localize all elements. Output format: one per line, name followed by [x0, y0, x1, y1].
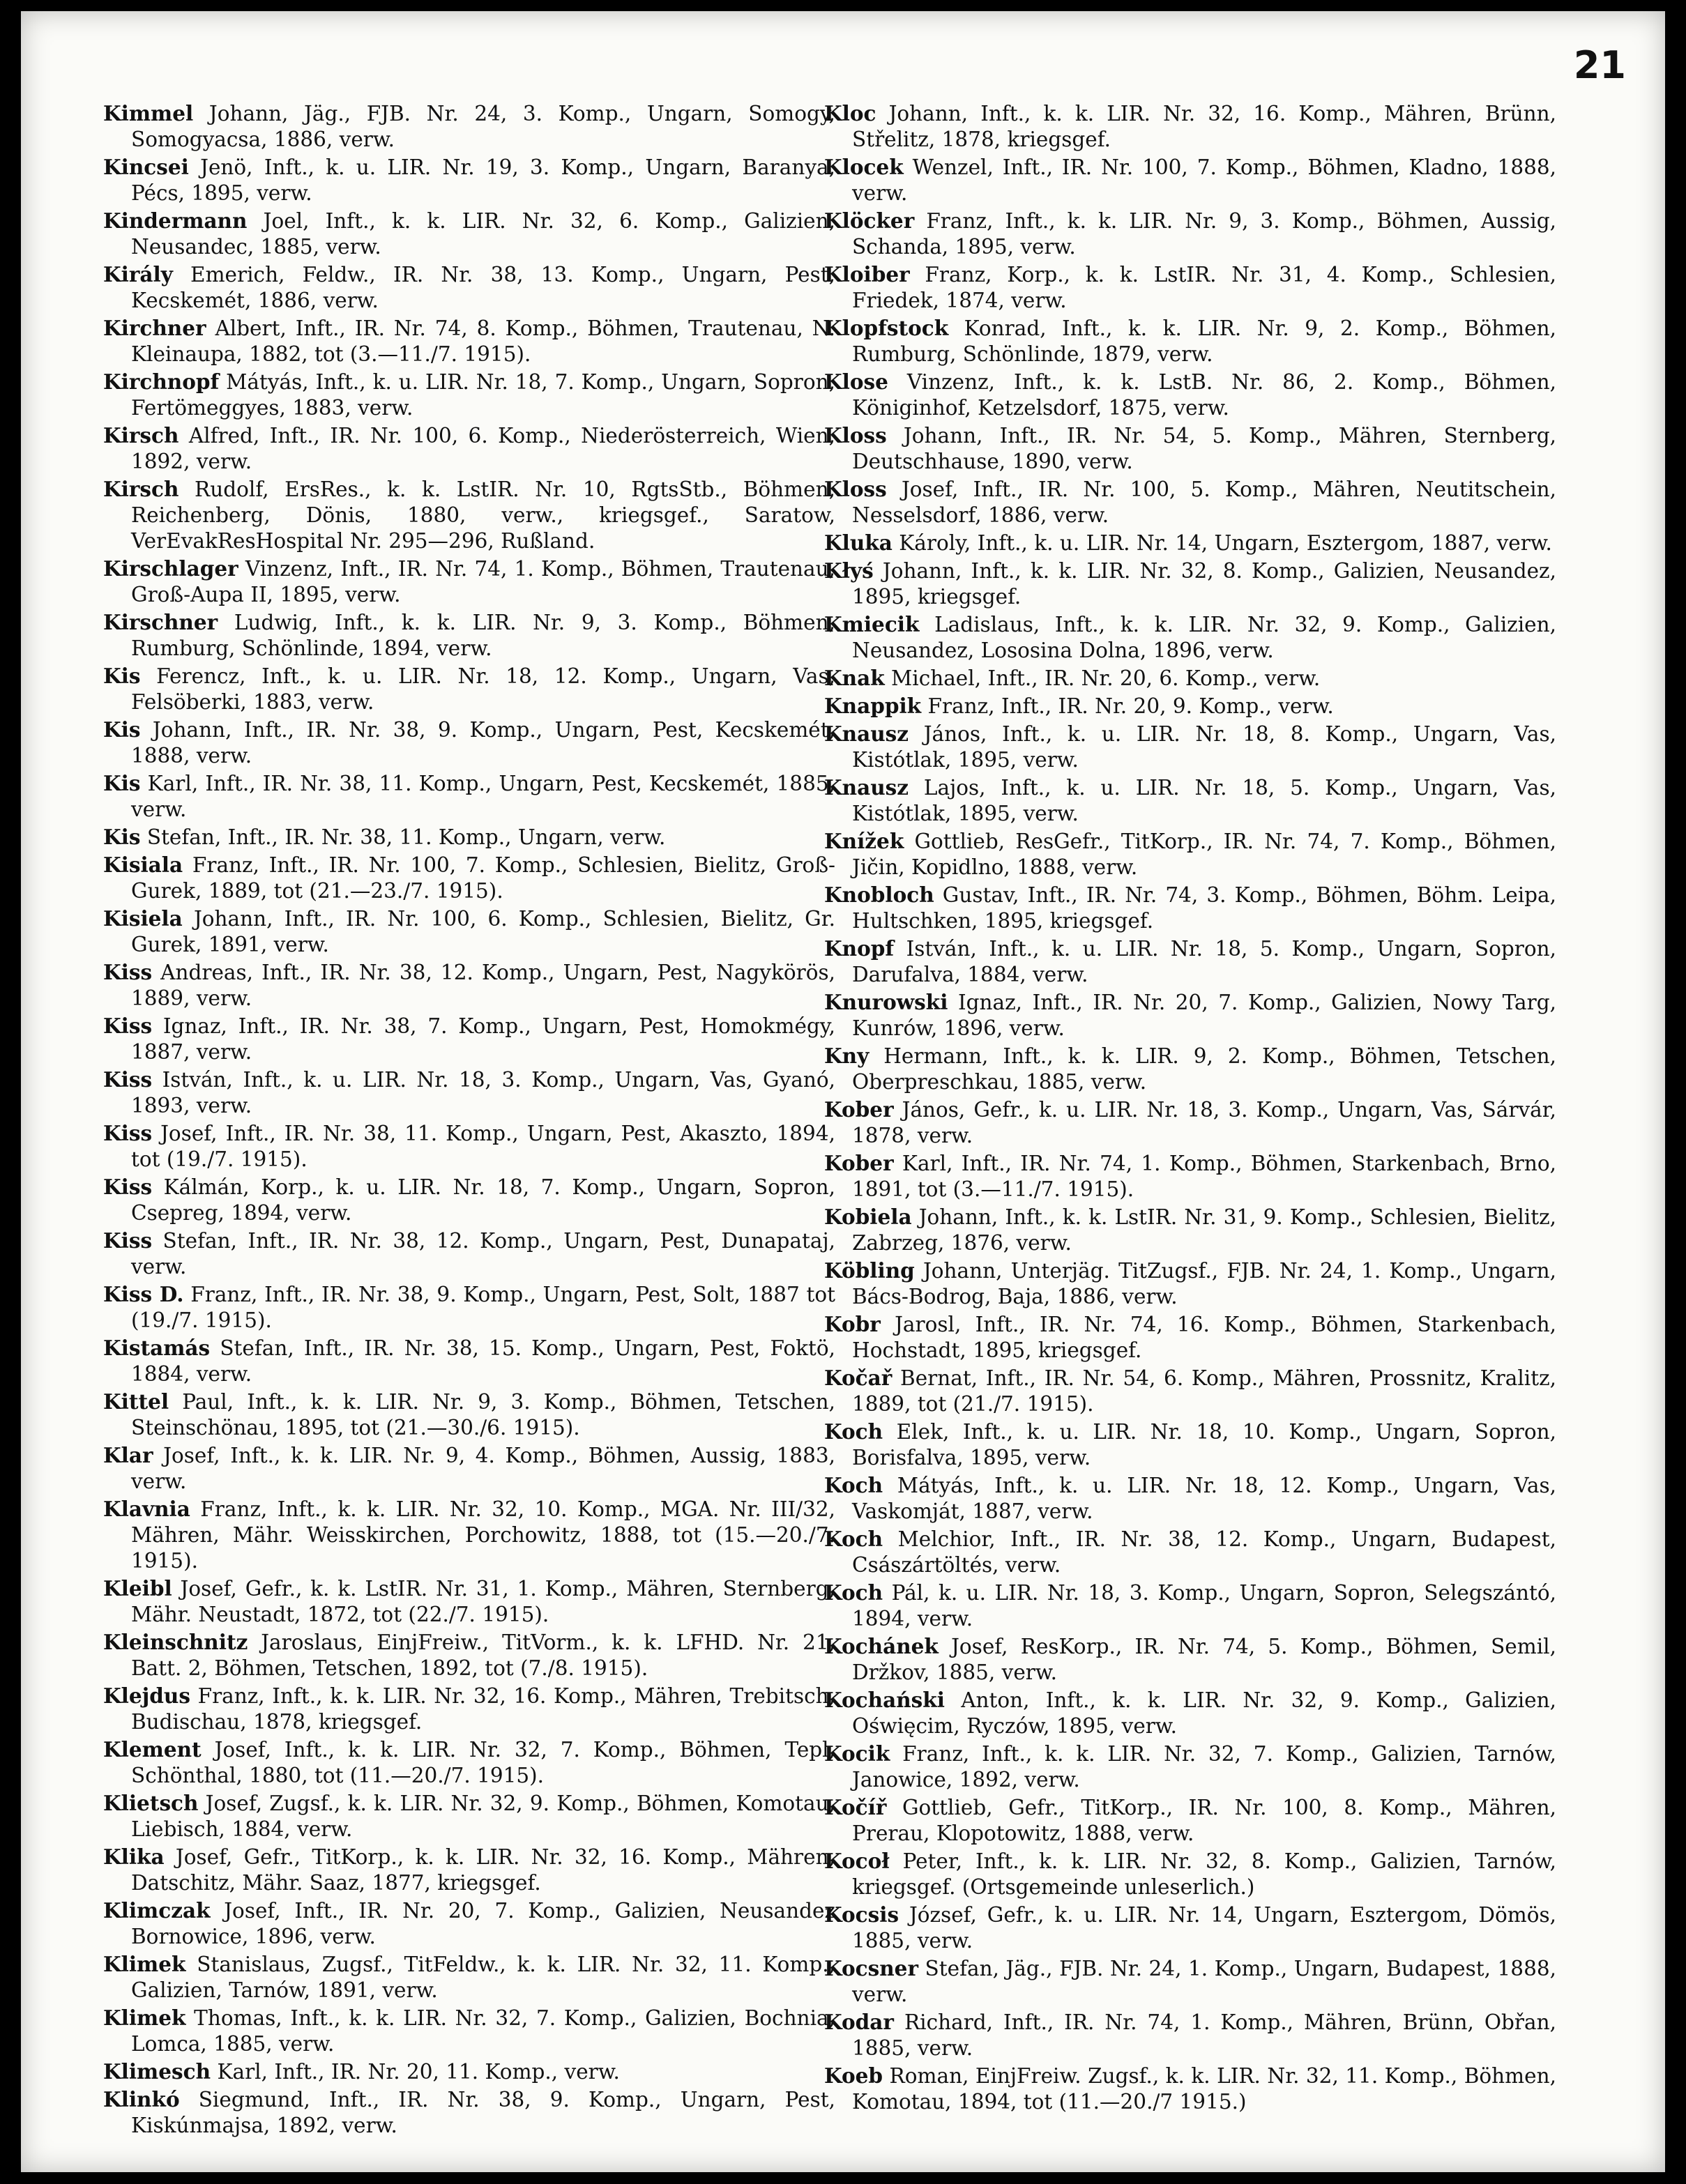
- entry-surname: Kiss: [103, 960, 153, 984]
- entry-details: Johann, Inft., k. k. LIR. Nr. 32, 8. Komp., Galizien, Neusandez, 1895, kriegsgef.: [852, 559, 1556, 609]
- entry-details: Peter, Inft., k. k. LIR. Nr. 32, 8. Komp., Galizien, Tarnów, kriegsgef. (Ortsgemeinde unleserlich.): [852, 1849, 1556, 1899]
- entry-details: Anton, Inft., k. k. LIR. Nr. 32, 9. Komp., Galizien, Oświęcim, Ryczów, 1895, verw.: [852, 1688, 1556, 1738]
- entry-details: Paul, Inft., k. k. LIR. Nr. 9, 3. Komp., Böhmen, Tetschen, Steinschönau, 1895, tot (21.—30./6. 1915).: [131, 1390, 835, 1440]
- entry-details: Stanislaus, Zugsf., TitFeldw., k. k. LIR. Nr. 32, 11. Komp., Galizien, Tarnów, 1891, verw.: [131, 1953, 835, 2002]
- register-entry: [103, 1228, 835, 1280]
- entry-surname: Knurowski: [824, 990, 948, 1014]
- register-entry: [103, 1067, 835, 1119]
- entry-surname: Klietsch: [103, 1791, 199, 1815]
- entry-details: Kálmán, Korp., k. u. LIR. Nr. 18, 7. Komp., Ungarn, Sopron, Csepreg, 1894, verw.: [131, 1175, 835, 1225]
- entry-details: Franz, Inft., k. k. LIR. Nr. 32, 10. Komp., MGA. Nr. III/32, Mähren, Mähr. Weisskirchen, Porchowitz, 1888, tot (15.—20./7. 1915).: [131, 1497, 835, 1573]
- entry-details: Vinzenz, Inft., k. k. LstB. Nr. 86, 2. Komp., Böhmen, Königinhof, Ketzelsdorf, 1875, verw.: [852, 370, 1556, 420]
- register-entry: [103, 959, 835, 1011]
- entry-surname: Knausz: [824, 721, 909, 746]
- register-entry: [824, 558, 1556, 610]
- register-entry: [103, 609, 835, 662]
- entry-surname: Kluka: [824, 530, 893, 555]
- register-entry: [824, 665, 1556, 692]
- register-entry: [103, 1844, 835, 1896]
- page-number: 21: [1573, 43, 1626, 87]
- entry-details: Franz, Inft., k. k. LIR. Nr. 9, 3. Komp., Böhmen, Aussig, Schanda, 1895, verw.: [852, 209, 1556, 259]
- entry-details: Vinzenz, Inft., IR. Nr. 74, 1. Komp., Böhmen, Trautenau, Groß-Aupa II, 1895, verw.: [131, 557, 835, 606]
- register-entry: [824, 1097, 1556, 1149]
- register-entry: [824, 315, 1556, 367]
- entry-surname: Klinkó: [103, 2087, 180, 2112]
- register-entry: [824, 476, 1556, 528]
- register-entry: [824, 1633, 1556, 1686]
- entry-surname: Klement: [103, 1737, 202, 1762]
- register-entry: [103, 824, 835, 850]
- entry-details: Roman, EinjFreiw. Zugsf., k. k. LIR. Nr. 32, 11. Komp., Böhmen, Komotau, 1894, tot (11.—20./7 1915.): [852, 2064, 1556, 2114]
- entry-details: Konrad, Inft., k. k. LIR. Nr. 9, 2. Komp., Böhmen, Rumburg, Schönlinde, 1879, verw.: [852, 316, 1556, 366]
- entry-details: Joel, Inft., k. k. LIR. Nr. 32, 6. Komp., Galizien, Neusandec, 1885, verw.: [131, 209, 835, 259]
- entry-surname: Knížek: [824, 829, 904, 853]
- entry-surname: Kiss: [103, 1014, 153, 1038]
- register-entry: [103, 208, 835, 260]
- register-entry: [103, 1120, 835, 1173]
- entry-surname: Klimesch: [103, 2059, 211, 2084]
- entry-surname: Kis: [103, 771, 141, 795]
- entry-surname: Kočař: [824, 1366, 893, 1390]
- entry-details: Elek, Inft., k. u. LIR. Nr. 18, 10. Komp., Ungarn, Sopron, Borisfalva, 1895, verw.: [852, 1420, 1556, 1469]
- entry-details: Ignaz, Inft., IR. Nr. 38, 7. Komp., Ungarn, Pest, Homokmégy, 1887, verw.: [131, 1014, 835, 1064]
- entry-surname: Klejdus: [103, 1683, 190, 1708]
- entry-surname: Kloc: [824, 101, 876, 125]
- register-entry: [824, 693, 1556, 719]
- entry-details: Johann, Inft., IR. Nr. 54, 5. Komp., Mähren, Sternberg, Deutschhause, 1890, verw.: [852, 424, 1556, 473]
- entry-details: Josef, Inft., IR. Nr. 20, 7. Komp., Galizien, Neusandez Bornowice, 1896, verw.: [131, 1899, 835, 1948]
- register-entry: [103, 422, 835, 475]
- register-entry: [824, 1741, 1556, 1793]
- entry-surname: Köbling: [824, 1258, 915, 1283]
- entry-details: Josef, Gefr., TitKorp., k. k. LIR. Nr. 32, 16. Komp., Mähren, Datschitz, Mähr. Saaz, 1877, kriegsgef.: [131, 1845, 835, 1895]
- register-entry: [824, 1258, 1556, 1310]
- register-entry: [824, 1794, 1556, 1847]
- entry-details: Johann, Inft., k. k. LstIR. Nr. 31, 9. Komp., Schlesien, Bielitz, Zabrzeg, 1876, verw.: [852, 1205, 1556, 1255]
- entry-surname: Klimek: [103, 2006, 186, 2030]
- entry-details: Lajos, Inft., k. u. LIR. Nr. 18, 5. Komp., Ungarn, Vas, Kistótlak, 1895, verw.: [852, 776, 1556, 825]
- entry-surname: Kirsch: [103, 477, 179, 501]
- entry-details: Johann, Inft., k. k. LIR. Nr. 32, 16. Komp., Mähren, Brünn, Střelitz, 1878, kriegsgef.: [852, 102, 1556, 151]
- entry-surname: Kiss D.: [103, 1282, 184, 1306]
- entry-details: Franz, Korp., k. k. LstIR. Nr. 31, 4. Komp., Schlesien, Friedek, 1874, verw.: [852, 263, 1556, 312]
- entry-surname: Kober: [824, 1097, 894, 1122]
- entry-surname: Kirchnopf: [103, 369, 220, 394]
- register-entry: [824, 828, 1556, 880]
- entry-details: Bernat, Inft., IR. Nr. 54, 6. Komp., Mähren, Prossnitz, Kralitz, 1889, tot (21./7. 1915).: [852, 1366, 1556, 1416]
- entry-surname: Kis: [103, 664, 141, 688]
- entry-surname: Kočíř: [824, 1795, 887, 1819]
- entry-details: Wenzel, Inft., IR. Nr. 100, 7. Komp., Böhmen, Kladno, 1888, verw.: [852, 155, 1556, 205]
- register-entry: [103, 770, 835, 823]
- entry-surname: Knobloch: [824, 883, 934, 907]
- entry-surname: Kiss: [103, 1121, 153, 1145]
- entry-details: Josef, ResKorp., IR. Nr. 74, 5. Komp., Böhmen, Semil, Držkov, 1885, verw.: [852, 1635, 1556, 1684]
- entry-details: János, Gefr., k. u. LIR. Nr. 18, 3. Komp., Ungarn, Vas, Sárvár, 1878, verw.: [852, 1098, 1556, 1147]
- entry-surname: Kloiber: [824, 262, 910, 287]
- register-entry: [103, 1575, 835, 1628]
- register-entry: [103, 1951, 835, 2003]
- entry-details: Franz, Inft., k. k. LIR. Nr. 32, 7. Komp., Galizien, Tarnów, Janowice, 1892, verw.: [852, 1742, 1556, 1792]
- register-entry: [103, 261, 835, 314]
- register-entry: [103, 100, 835, 153]
- register-entry: [824, 154, 1556, 206]
- entry-surname: Klose: [824, 369, 888, 394]
- register-entry: [103, 1736, 835, 1789]
- entry-surname: Klimek: [103, 1952, 186, 1976]
- entry-details: Jaroslaus, EinjFreiw., TitVorm., k. k. LFHD. Nr. 21, Batt. 2, Böhmen, Tetschen, 1892, tot (7./8. 1915).: [131, 1631, 835, 1680]
- entry-surname: Kleibl: [103, 1576, 172, 1601]
- entry-details: Josef, Zugsf., k. k. LIR. Nr. 32, 9. Komp., Böhmen, Komotau, Liebisch, 1884, verw.: [131, 1792, 835, 1841]
- entry-surname: Kirschlager: [103, 556, 238, 581]
- register-entry: [103, 1629, 835, 1681]
- entry-details: Josef, Inft., IR. Nr. 100, 5. Komp., Mähren, Neutitschein, Nesselsdorf, 1886, verw.: [852, 478, 1556, 527]
- register-entry: [824, 1848, 1556, 1900]
- register-entry: [103, 369, 835, 421]
- register-entry: [103, 717, 835, 769]
- entry-surname: Kleinschnitz: [103, 1630, 248, 1654]
- entry-surname: Klimczak: [103, 1898, 211, 1923]
- register-entry: [824, 1580, 1556, 1632]
- register-entry: [103, 1897, 835, 1950]
- register-entry: [824, 1472, 1556, 1525]
- register-entry: [103, 1790, 835, 1842]
- register-entry: [824, 1365, 1556, 1417]
- entry-details: Andreas, Inft., IR. Nr. 38, 12. Komp., Ungarn, Pest, Nagykörös, 1889, verw.: [131, 961, 835, 1010]
- register-entry: [824, 261, 1556, 314]
- entry-surname: Kistamás: [103, 1336, 211, 1360]
- register-entry: [824, 2063, 1556, 2115]
- entry-details: József, Gefr., k. u. LIR. Nr. 14, Ungarn, Esztergom, Dömös, 1885, verw.: [852, 1903, 1556, 1953]
- entry-details: Josef, Inft., IR. Nr. 38, 11. Komp., Ungarn, Pest, Akaszto, 1894, tot (19./7. 1915).: [131, 1122, 835, 1171]
- register-entry: [103, 906, 835, 958]
- entry-details: Karl, Inft., IR. Nr. 74, 1. Komp., Böhmen, Starkenbach, Brno, 1891, tot (3.—11./7. 1915).: [852, 1152, 1556, 1201]
- entry-details: Franz, Inft., k. k. LIR. Nr. 32, 16. Komp., Mähren, Trebitsch, Budischau, 1878, kriegsgef.: [131, 1684, 835, 1734]
- entry-surname: Koch: [824, 1527, 883, 1551]
- entry-details: Josef, Gefr., k. k. LstIR. Nr. 31, 1. Komp., Mähren, Sternberg, Mähr. Neustadt, 1872, tot (22./7. 1915).: [131, 1577, 835, 1626]
- entry-surname: Klika: [103, 1845, 165, 1869]
- register-entry: [103, 556, 835, 608]
- register-entry: [824, 422, 1556, 475]
- register-entry: [824, 1902, 1556, 1954]
- register-entry: [824, 100, 1556, 153]
- entry-surname: Klöcker: [824, 208, 915, 233]
- register-entry: [103, 2059, 835, 2085]
- entry-surname: Kis: [103, 825, 141, 849]
- entry-surname: Koch: [824, 1580, 883, 1605]
- entry-details: János, Inft., k. u. LIR. Nr. 18, 8. Komp., Ungarn, Vas, Kistótlak, 1895, verw.: [852, 722, 1557, 772]
- entry-surname: Koch: [824, 1473, 883, 1497]
- entry-surname: Koeb: [824, 2063, 883, 2088]
- register-entry: [824, 1687, 1556, 1739]
- entry-details: Emerich, Feldw., IR. Nr. 38, 13. Komp., Ungarn, Pest, Kecskemét, 1886, verw.: [131, 263, 835, 312]
- entry-details: Stefan, Jäg., FJB. Nr. 24, 1. Komp., Ungarn, Budapest, 1888, verw.: [852, 1957, 1556, 2006]
- entry-details: Franz, Inft., IR. Nr. 38, 9. Komp., Ungarn, Pest, Solt, 1887 tot (19./7. 1915).: [131, 1283, 835, 1332]
- entry-details: Richard, Inft., IR. Nr. 74, 1. Komp., Mähren, Brünn, Obřan, 1885, verw.: [852, 2010, 1556, 2060]
- register-entry: [103, 1281, 835, 1334]
- entry-surname: Knopf: [824, 936, 895, 961]
- entry-details: Gustav, Inft., IR. Nr. 74, 3. Komp., Böhmen, Böhm. Leipa, Hultschken, 1895, kriegsgef.: [852, 883, 1556, 933]
- register-entry: [103, 476, 835, 554]
- right-column: [824, 100, 1556, 2116]
- left-column: [103, 100, 835, 2140]
- register-entry: [824, 1043, 1556, 1095]
- register-entry: [824, 1955, 1556, 2008]
- register-entry: [103, 154, 835, 206]
- entry-details: Johann, Inft., IR. Nr. 38, 9. Komp., Ungarn, Pest, Kecskemét, 1888, verw.: [131, 718, 835, 768]
- entry-details: Jarosl, Inft., IR. Nr. 74, 16. Komp., Böhmen, Starkenbach, Hochstadt, 1895, kriegsgef.: [852, 1313, 1556, 1362]
- entry-details: Franz, Inft., IR. Nr. 100, 7. Komp., Schlesien, Bielitz, Groß-Gurek, 1889, tot (21.—23./7. 1915).: [131, 853, 835, 903]
- entry-surname: Koch: [824, 1419, 883, 1444]
- entry-details: Gottlieb, Gefr., TitKorp., IR. Nr. 100, 8. Komp., Mähren, Prerau, Klopotowitz, 1888, verw.: [852, 1796, 1556, 1845]
- entry-details: Thomas, Inft., k. k. LIR. Nr. 32, 7. Komp., Galizien, Bochnia, Lomca, 1885, verw.: [131, 2006, 835, 2056]
- entry-details: Ferencz, Inft., k. u. LIR. Nr. 18, 12. Komp., Ungarn, Vas, Felsöberki, 1883, verw.: [131, 664, 835, 714]
- entry-surname: Kimmel: [103, 101, 194, 125]
- entry-details: Gottlieb, ResGefr., TitKorp., IR. Nr. 74, 7. Komp., Böhmen, Jičin, Kopidlno, 1888, verw.: [852, 830, 1556, 879]
- entry-surname: Kobr: [824, 1312, 881, 1336]
- register-entry: [103, 1174, 835, 1226]
- register-entry: [824, 208, 1556, 260]
- entry-details: Karl, Inft., IR. Nr. 20, 11. Komp., verw.: [217, 2060, 620, 2084]
- entry-details: Ladislaus, Inft., k. k. LIR. Nr. 32, 9. Komp., Galizien, Neusandez, Lososina Dolna, 1896, verw.: [852, 613, 1556, 662]
- register-entry: [103, 315, 835, 367]
- entry-details: Siegmund, Inft., IR. Nr. 38, 9. Komp., Ungarn, Pest, Kiskúnmajsa, 1892, verw.: [131, 2088, 835, 2137]
- entry-details: Johann, Unterjäg. TitZugsf., FJB. Nr. 24, 1. Komp., Ungarn, Bács-Bodrog, Baja, 1886, verw.: [852, 1259, 1556, 1308]
- entry-surname: Kisiela: [103, 906, 183, 931]
- register-entry: [824, 1311, 1556, 1364]
- register-entry: [103, 1389, 835, 1441]
- entry-surname: Kocsner: [824, 1956, 918, 1980]
- entry-surname: Király: [103, 262, 173, 287]
- entry-surname: Kodar: [824, 2010, 894, 2034]
- entry-surname: Kochánek: [824, 1634, 939, 1658]
- entry-details: Károly, Inft., k. u. LIR. Nr. 14, Ungarn, Esztergom, 1887, verw.: [899, 531, 1552, 555]
- entry-details: Mátyás, Inft., k. u. LIR. Nr. 18, 12. Komp., Ungarn, Vas, Vaskomját, 1887, verw.: [852, 1474, 1556, 1523]
- entry-surname: Kobiela: [824, 1205, 912, 1229]
- entry-surname: Kober: [824, 1151, 894, 1175]
- entry-surname: Klar: [103, 1443, 153, 1467]
- register-entry: [103, 663, 835, 715]
- entry-details: Ludwig, Inft., k. k. LIR. Nr. 9, 3. Komp., Böhmen, Rumburg, Schönlinde, 1894, verw.: [131, 611, 835, 660]
- entry-details: Ignaz, Inft., IR. Nr. 20, 7. Komp., Galizien, Nowy Targ, Kunrów, 1896, verw.: [852, 991, 1556, 1040]
- register-entry: [824, 774, 1556, 827]
- register-entry: [824, 530, 1556, 556]
- entry-surname: Klavnia: [103, 1497, 190, 1521]
- entry-surname: Kiss: [103, 1067, 153, 1092]
- register-entry: [103, 2086, 835, 2139]
- entry-details: Albert, Inft., IR. Nr. 74, 8. Komp., Böhmen, Trautenau, N. Kleinaupa, 1882, tot (3.—11./7. 1915).: [131, 316, 835, 366]
- entry-surname: Knausz: [824, 775, 909, 800]
- register-entry: [824, 1419, 1556, 1471]
- entry-details: Stefan, Inft., IR. Nr. 38, 12. Komp., Ungarn, Pest, Dunapataj, verw.: [131, 1229, 835, 1278]
- register-entry: [103, 1683, 835, 1735]
- entry-surname: Kłyś: [824, 558, 874, 583]
- entry-surname: Kis: [103, 717, 141, 742]
- entry-details: Jenö, Inft., k. u. LIR. Nr. 19, 3. Komp., Ungarn, Baranya, Pécs, 1895, verw.: [131, 155, 835, 205]
- entry-surname: Kloss: [824, 477, 887, 501]
- register-entry: [824, 1150, 1556, 1202]
- register-entry: [103, 852, 835, 904]
- entry-surname: Kocik: [824, 1741, 890, 1766]
- register-entry: [103, 1335, 835, 1387]
- entry-details: Johann, Jäg., FJB. Nr. 24, 3. Komp., Ungarn, Somogy, Somogyacsa, 1886, verw.: [131, 102, 835, 151]
- entry-surname: Kloss: [824, 423, 887, 448]
- entry-details: Alfred, Inft., IR. Nr. 100, 6. Komp., Niederösterreich, Wien, 1892, verw.: [131, 424, 835, 473]
- entry-surname: Knappik: [824, 694, 922, 718]
- entry-surname: Kincsei: [103, 155, 189, 179]
- entry-surname: Kochański: [824, 1688, 945, 1712]
- register-entry: [824, 936, 1556, 988]
- entry-details: Franz, Inft., IR. Nr. 20, 9. Komp., verw.: [927, 694, 1334, 718]
- entry-surname: Kny: [824, 1044, 869, 1068]
- entry-details: Stefan, Inft., IR. Nr. 38, 11. Komp., Ungarn, verw.: [146, 825, 666, 849]
- entry-details: Josef, Inft., k. k. LIR. Nr. 32, 7. Komp., Böhmen, Tepl, Schönthal, 1880, tot (11.—20./7. 1915).: [131, 1738, 835, 1787]
- entry-surname: Kisiala: [103, 853, 183, 877]
- entry-details: Josef, Inft., k. k. LIR. Nr. 9, 4. Komp., Böhmen, Aussig, 1883, verw.: [131, 1444, 835, 1493]
- entry-details: Stefan, Inft., IR. Nr. 38, 15. Komp., Ungarn, Pest, Foktö, 1884, verw.: [131, 1336, 835, 1386]
- register-entry: [824, 1204, 1556, 1256]
- entry-details: Pál, k. u. LIR. Nr. 18, 3. Komp., Ungarn, Sopron, Selegszántó, 1894, verw.: [852, 1581, 1556, 1631]
- entry-details: Michael, Inft., IR. Nr. 20, 6. Komp., verw.: [891, 666, 1321, 690]
- entry-details: István, Inft., k. u. LIR. Nr. 18, 3. Komp., Ungarn, Vas, Gyanó, 1893, verw.: [131, 1068, 835, 1117]
- entry-surname: Kocoł: [824, 1849, 890, 1873]
- entry-surname: Kirschner: [103, 610, 218, 634]
- entry-details: István, Inft., k. u. LIR. Nr. 18, 5. Komp., Ungarn, Sopron, Darufalva, 1884, verw.: [852, 937, 1556, 986]
- entry-details: Karl, Inft., IR. Nr. 38, 11. Komp., Ungarn, Pest, Kecskemét, 1885, verw.: [131, 772, 835, 821]
- register-entry: [103, 2005, 835, 2057]
- entry-surname: Kirchner: [103, 316, 206, 340]
- entry-surname: Kiss: [103, 1228, 153, 1253]
- entry-details: Rudolf, ErsRes., k. k. LstIR. Nr. 10, RgtsStb., Böhmen, Reichenberg, Dönis, 1880, verw., kriegsgef., Saratow, VerEvakResHospital Nr. 295—296, Rußland.: [131, 478, 835, 553]
- register-entry: [824, 1526, 1556, 1578]
- entry-surname: Klopfstock: [824, 316, 949, 340]
- entry-details: Mátyás, Inft., k. u. LIR. Nr. 18, 7. Komp., Ungarn, Sopron, Fertömeggyes, 1883, verw.: [131, 370, 835, 420]
- register-entry: [824, 611, 1556, 664]
- register-entry: [103, 1013, 835, 1065]
- entry-surname: Knak: [824, 666, 885, 690]
- entry-details: Hermann, Inft., k. k. LIR. 9, 2. Komp., Böhmen, Tetschen, Oberpreschkau, 1885, verw.: [852, 1044, 1556, 1094]
- entry-details: Melchior, Inft., IR. Nr. 38, 12. Komp., Ungarn, Budapest, Császártöltés, verw.: [852, 1527, 1556, 1577]
- register-entry: [103, 1442, 835, 1495]
- register-entry: [824, 369, 1556, 421]
- entry-surname: Kittel: [103, 1389, 169, 1414]
- entry-surname: Klocek: [824, 155, 904, 179]
- register-entry: [824, 721, 1556, 773]
- entry-surname: Kirsch: [103, 423, 179, 448]
- entry-surname: Kiss: [103, 1175, 153, 1199]
- register-entry: [103, 1496, 835, 1574]
- register-entry: [824, 989, 1556, 1041]
- register-entry: [824, 882, 1556, 934]
- entry-details: Johann, Inft., IR. Nr. 100, 6. Komp., Schlesien, Bielitz, Gr. Gurek, 1891, verw.: [131, 907, 835, 956]
- entry-surname: Kmiecik: [824, 612, 920, 636]
- entry-surname: Kindermann: [103, 208, 248, 233]
- document-page: [21, 11, 1665, 2172]
- entry-surname: Kocsis: [824, 1902, 899, 1927]
- register-entry: [824, 2009, 1556, 2061]
